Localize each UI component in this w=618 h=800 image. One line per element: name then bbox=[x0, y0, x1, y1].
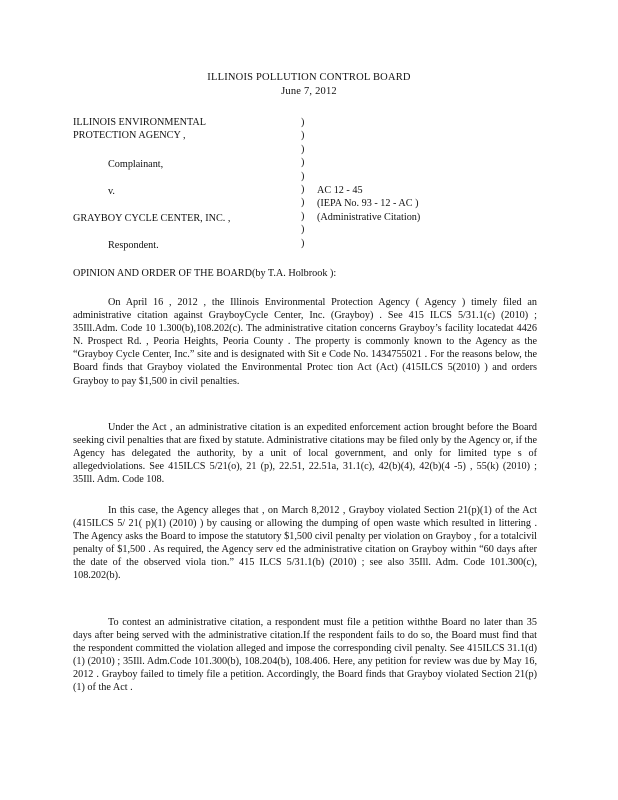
complainant-name-line1: ILLINOIS ENVIRONMENTAL bbox=[73, 117, 207, 128]
caption-paren: ) bbox=[301, 237, 305, 249]
caption-paren: ) bbox=[301, 130, 305, 142]
caption-paren: ) bbox=[301, 210, 305, 222]
opinion-heading: OPINION AND ORDER OF THE BOARD(by T.A. Holbrook ): bbox=[73, 268, 337, 279]
order-date: June 7, 2012 bbox=[281, 86, 337, 97]
paragraph-3: In this case, the Agency alleges that , on March 8,2012 , Grayboy violated Section 21(p)(1) of the Act (415ILCS 5/ 21( p)(1) (2010) ) by causing or allowing the dumping of open waste which resulted in littering . The Agency asks the Board to impose the statutory $1,500 civil penalty per violation on Grayboy , for a totalcivil penalty of $1,500 . As required, the Agency serv ed the administrative citation on Grayboy within “60 days after the date of the observed viola tion.” 415 ILCS 5/31.1(b) (2010) ; see also 35Ill. Adm. Code 101.300(c), 108.202(b). bbox=[73, 505, 537, 582]
caption-paren: ) bbox=[301, 170, 305, 182]
complainant-name-line2: PROTECTION AGENCY , bbox=[73, 130, 186, 141]
caption-parentheses bbox=[301, 116, 304, 250]
case-type: (Administrative Citation) bbox=[317, 211, 421, 223]
paragraph-1: On April 16 , 2012 , the Illinois Environmental Protection Agency ( Agency ) timely filed an administrative citation against GrayboyCycle Center, Inc. (Grayboy) . See 415 ILCS 5/31.1(c) (2010) ; 35Ill.Adm. Code 10 1.300(b),108.202(c). The administrative citation concerns Grayboy’s facility locatedat 4426 N. Prospect Rd. , Peoria Heights, Peoria County . The property is commonly known to the Agency as the “Grayboy Cycle Center, Inc.” site and is designated with Sit e Code No. 1434755021 . For the reasons below, the Board finds that Grayboy violated the Environmental Protec tion Act (Act) (415ILCS 5(2010) ) and orders Grayboy to pay $1,500 in civil penalties. bbox=[73, 297, 537, 387]
caption-paren: ) bbox=[301, 143, 305, 155]
board-title: ILLINOIS POLLUTION CONTROL BOARD bbox=[207, 72, 411, 83]
caption-paren: ) bbox=[301, 157, 305, 169]
paragraph-2: Under the Act , an administrative citation is an expedited enforcement action brought before the Board seeking civil penalties that are fixed by statute. Administrative citations may be filed only by the Agency or, if the Agency has delegated the authority, by a unit of local government, and only for limited type s of allegedviolations. See 415ILCS 5/21(o), 21 (p), 22.51, 22.51a, 31.1(c), 42(b)(4), 42(b)(4 -5) , 55(k) (2010) ; 35Ill. Adm. Code 108. bbox=[73, 422, 537, 486]
paragraph-4: To contest an administrative citation, a respondent must file a petition withthe Board no later than 35 days after being served with the administrative citation.If the respondent fails to do so, the Board must find that the respondent committed the violation alleged and impose the corresponding civil penalty. See 415ILCS 31.1(d)(1) (2010) ; 35Ill. Adm.Code 101.300(b), 108.204(b), 108.406. Here, any petition for review was due by May 16, 2012 . Grayboy failed to timely file a petition. Accordingly, the Board finds that Grayboy violated Section 21(p)(1) of the Act . bbox=[73, 617, 537, 694]
case-identifiers bbox=[317, 184, 420, 224]
complainant-role: Complainant, bbox=[108, 159, 164, 170]
caption-paren: ) bbox=[301, 197, 305, 209]
caption-paren: ) bbox=[301, 184, 305, 196]
caption-paren: ) bbox=[301, 224, 305, 236]
respondent-role: Respondent. bbox=[108, 240, 159, 251]
respondent-name: GRAYBOY CYCLE CENTER, INC. , bbox=[73, 213, 231, 224]
iepa-number: (IEPA No. 93 - 12 - AC ) bbox=[317, 198, 419, 210]
versus: v. bbox=[108, 186, 115, 197]
caption-paren: ) bbox=[301, 117, 305, 128]
case-number: AC 12 - 45 bbox=[317, 185, 363, 196]
